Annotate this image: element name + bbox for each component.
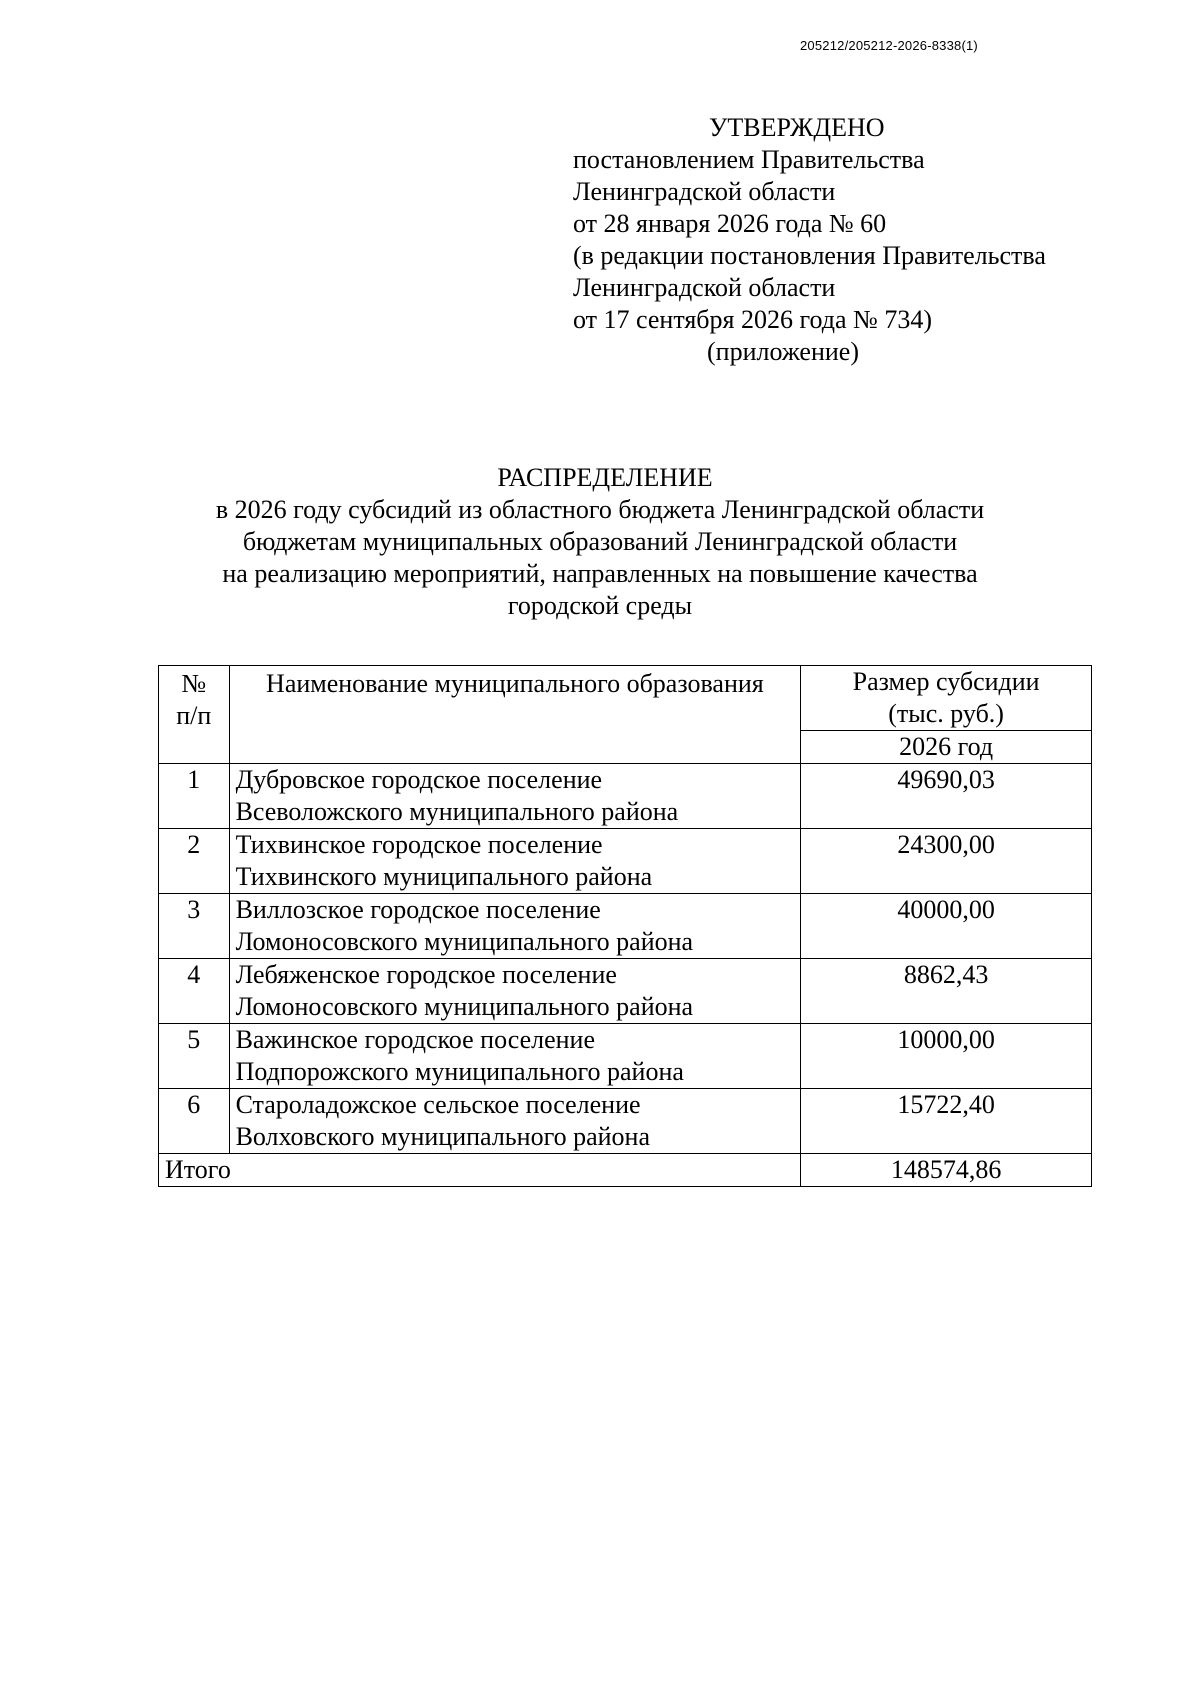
row-name-line2: Подпорожского муниципального района: [235, 1057, 684, 1086]
heading-line: на реализацию мероприятий, направленных на повышение качества: [222, 559, 978, 588]
approval-line: от 28 января 2026 года № 60: [573, 209, 887, 238]
subsidy-table: [158, 665, 1092, 1187]
row-name: [229, 959, 801, 1024]
row-name-line1: Тихвинское городское поселение: [235, 830, 603, 859]
row-name-line1: Виллозское городское поселение: [235, 895, 601, 924]
total-amount: 148574,86: [801, 1154, 1092, 1187]
row-number: 2: [159, 829, 230, 894]
header-number-line1: №: [181, 669, 207, 698]
header-number: [159, 666, 230, 764]
row-amount: 10000,00: [801, 1024, 1092, 1089]
row-name-line2: Ломоносовского муниципального района: [235, 992, 694, 1021]
approval-line: Ленинградской области: [573, 273, 836, 302]
row-number: 3: [159, 894, 230, 959]
table-row: [159, 829, 1092, 894]
row-name-line1: Важинское городское поселение: [235, 1025, 595, 1054]
row-number: 6: [159, 1089, 230, 1154]
row-amount: 49690,03: [801, 764, 1092, 829]
header-amount: [801, 666, 1092, 731]
row-name: [229, 829, 801, 894]
row-name-line1: Дубровское городское поселение: [235, 765, 603, 794]
heading-line: бюджетам муниципальных образований Ленинградской области: [242, 527, 958, 556]
heading-title: РАСПРЕДЕЛЕНИЕ: [497, 463, 713, 492]
total-label: Итого: [159, 1154, 801, 1187]
approval-block: [573, 112, 1133, 368]
row-number: 1: [159, 764, 230, 829]
heading-line: городской среды: [507, 591, 693, 620]
row-name-line2: Ломоносовского муниципального района: [235, 927, 694, 956]
row-name-line1: Староладожское сельское поселение: [235, 1090, 641, 1119]
approval-line: (в редакции постановления Правительства: [573, 241, 1046, 270]
table-row: [159, 1089, 1092, 1154]
row-number: 4: [159, 959, 230, 1024]
row-name-line2: Всеволожского муниципального района: [235, 797, 679, 826]
heading-line: в 2026 году субсидий из областного бюджета Ленинградской области: [215, 495, 985, 524]
row-amount: 24300,00: [801, 829, 1092, 894]
table-row: [159, 764, 1092, 829]
row-number: 5: [159, 1024, 230, 1089]
appendix-note: (приложение): [707, 337, 860, 366]
row-amount: 8862,43: [801, 959, 1092, 1024]
header-year: 2026 год: [801, 731, 1092, 764]
table-row: [159, 1024, 1092, 1089]
document-heading: [0, 462, 1200, 622]
table-row: [159, 894, 1092, 959]
header-number-line2: п/п: [176, 701, 212, 730]
row-name-line2: Волховского муниципального района: [235, 1122, 651, 1151]
header-amount-line2: (тыс. руб.): [888, 699, 1004, 728]
approval-line: Ленинградской области: [573, 177, 836, 206]
table-row: [159, 959, 1092, 1024]
approval-line: от 17 сентября 2026 года № 734): [573, 305, 932, 334]
row-name: [229, 1024, 801, 1089]
row-name-line1: Лебяженское городское поселение: [235, 960, 617, 989]
approval-line: постановлением Правительства: [573, 145, 925, 174]
header-name: Наименование муниципального образования: [229, 666, 801, 764]
row-name: [229, 894, 801, 959]
row-name: [229, 764, 801, 829]
row-amount: 40000,00: [801, 894, 1092, 959]
approval-title: УТВЕРЖДЕНО: [709, 113, 885, 142]
row-amount: 15722,40: [801, 1089, 1092, 1154]
total-row: [159, 1154, 1092, 1187]
row-name: [229, 1089, 801, 1154]
row-name-line2: Тихвинского муниципального района: [235, 862, 653, 891]
document-id: 205212/205212-2026-8338(1): [800, 38, 978, 53]
header-amount-line1: Размер субсидии: [852, 667, 1040, 696]
